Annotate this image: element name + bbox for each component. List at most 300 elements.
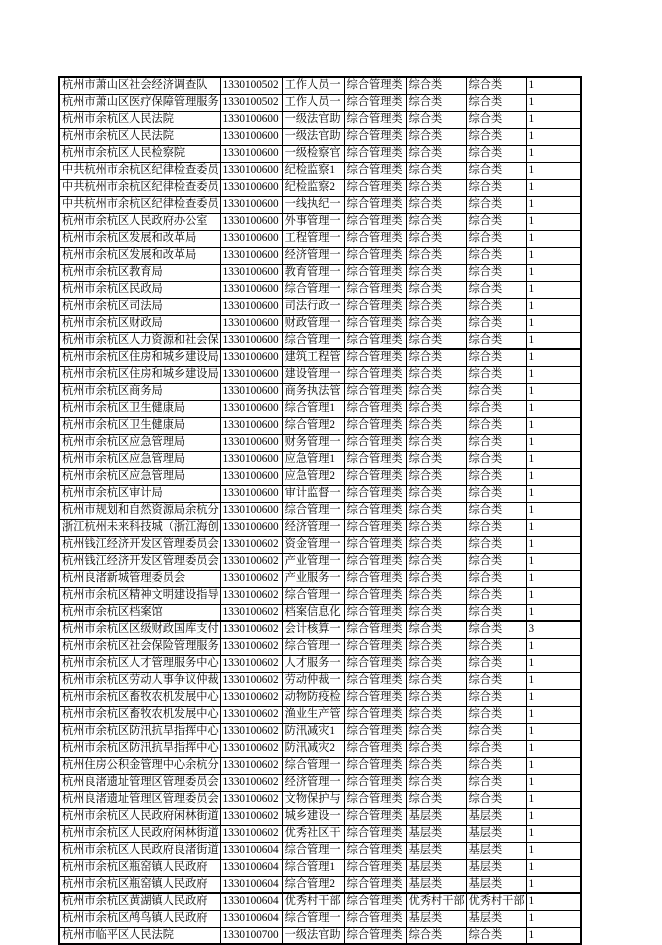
cell-category[interactable]: 综合管理类	[344, 281, 406, 298]
cell-category[interactable]: 综合管理类	[344, 893, 406, 910]
cell-post[interactable]: 综合管理1	[282, 400, 344, 417]
cell-major-type[interactable]: 综合类	[466, 213, 526, 230]
table-row[interactable]	[59, 655, 581, 672]
cell-category[interactable]: 综合管理类	[344, 145, 406, 162]
cell-exam-type[interactable]: 综合类	[406, 604, 466, 621]
cell-major-type[interactable]: 综合类	[466, 638, 526, 655]
cell-exam-type[interactable]: 综合类	[406, 111, 466, 128]
cell-major-type[interactable]: 综合类	[466, 264, 526, 281]
cell-major-type[interactable]: 综合类	[466, 94, 526, 111]
cell-code[interactable]: 1330100602	[220, 757, 282, 774]
cell-code[interactable]: 1330100600	[220, 230, 282, 247]
cell-exam-type[interactable]: 综合类	[406, 740, 466, 757]
cell-code[interactable]: 1330100600	[220, 196, 282, 213]
cell-code[interactable]: 1330100600	[220, 145, 282, 162]
cell-headcount[interactable]: 1	[526, 927, 581, 944]
cell-exam-type[interactable]: 综合类	[406, 145, 466, 162]
cell-headcount[interactable]: 1	[526, 128, 581, 145]
cell-org[interactable]: 杭州市临平区人民法院	[59, 927, 220, 944]
cell-code[interactable]: 1330100600	[220, 128, 282, 145]
cell-org[interactable]: 杭州市余杭区人民检察院	[59, 145, 220, 162]
cell-exam-type[interactable]: 基层类	[406, 808, 466, 825]
table-row[interactable]	[59, 349, 581, 366]
cell-exam-type[interactable]: 综合类	[406, 162, 466, 179]
cell-post[interactable]: 财政管理一	[282, 315, 344, 332]
cell-major-type[interactable]: 综合类	[466, 315, 526, 332]
cell-post[interactable]: 经济管理一	[282, 247, 344, 264]
cell-headcount[interactable]: 1	[526, 315, 581, 332]
cell-post[interactable]: 综合管理2	[282, 876, 344, 893]
table-row[interactable]	[59, 315, 581, 332]
cell-category[interactable]: 综合管理类	[344, 179, 406, 196]
cell-org[interactable]: 中共杭州市余杭区纪律检查委员	[59, 179, 220, 196]
cell-org[interactable]: 杭州市余杭区人力资源和社会保	[59, 332, 220, 349]
cell-category[interactable]: 综合管理类	[344, 485, 406, 502]
cell-major-type[interactable]: 综合类	[466, 485, 526, 502]
cell-category[interactable]: 综合管理类	[344, 706, 406, 723]
cell-org[interactable]: 杭州市余杭区区级财政国库支付	[59, 621, 220, 638]
cell-headcount[interactable]: 1	[526, 383, 581, 400]
cell-exam-type[interactable]: 综合类	[406, 230, 466, 247]
table-row[interactable]	[59, 332, 581, 349]
cell-code[interactable]: 1330100604	[220, 842, 282, 859]
cell-org[interactable]: 杭州市余杭区审计局	[59, 485, 220, 502]
cell-code[interactable]: 1330100600	[220, 264, 282, 281]
cell-post[interactable]: 应急管理1	[282, 451, 344, 468]
cell-major-type[interactable]: 基层类	[466, 910, 526, 927]
cell-category[interactable]: 综合管理类	[344, 332, 406, 349]
cell-post[interactable]: 产业管理一	[282, 553, 344, 570]
table-row[interactable]	[59, 808, 581, 825]
table-row[interactable]	[59, 196, 581, 213]
cell-exam-type[interactable]: 基层类	[406, 825, 466, 842]
cell-headcount[interactable]: 1	[526, 179, 581, 196]
cell-code[interactable]: 1330100602	[220, 536, 282, 553]
cell-org[interactable]: 杭州市余杭区人民政府闲林街道	[59, 808, 220, 825]
cell-category[interactable]: 综合管理类	[344, 468, 406, 485]
cell-headcount[interactable]: 1	[526, 723, 581, 740]
cell-major-type[interactable]: 综合类	[466, 570, 526, 587]
cell-major-type[interactable]: 综合类	[466, 162, 526, 179]
table-row[interactable]	[59, 451, 581, 468]
cell-code[interactable]: 1330100600	[220, 111, 282, 128]
cell-org[interactable]: 杭州市余杭区卫生健康局	[59, 400, 220, 417]
table-row[interactable]	[59, 621, 581, 638]
cell-exam-type[interactable]: 综合类	[406, 315, 466, 332]
table-row[interactable]	[59, 723, 581, 740]
cell-exam-type[interactable]: 综合类	[406, 638, 466, 655]
cell-headcount[interactable]: 1	[526, 774, 581, 791]
cell-post[interactable]: 综合管理一	[282, 281, 344, 298]
cell-category[interactable]: 综合管理类	[344, 230, 406, 247]
cell-exam-type[interactable]: 综合类	[406, 451, 466, 468]
cell-category[interactable]: 综合管理类	[344, 927, 406, 944]
cell-major-type[interactable]: 综合类	[466, 247, 526, 264]
cell-major-type[interactable]: 综合类	[466, 519, 526, 536]
cell-major-type[interactable]: 综合类	[466, 383, 526, 400]
cell-major-type[interactable]: 综合类	[466, 672, 526, 689]
cell-post[interactable]: 建筑工程管	[282, 349, 344, 366]
cell-post[interactable]: 综合管理2	[282, 417, 344, 434]
cell-headcount[interactable]: 1	[526, 825, 581, 842]
cell-category[interactable]: 综合管理类	[344, 247, 406, 264]
cell-major-type[interactable]: 基层类	[466, 825, 526, 842]
table-row[interactable]	[59, 893, 581, 910]
cell-exam-type[interactable]: 综合类	[406, 655, 466, 672]
cell-headcount[interactable]: 3	[526, 621, 581, 638]
cell-exam-type[interactable]: 综合类	[406, 536, 466, 553]
cell-code[interactable]: 1330100600	[220, 383, 282, 400]
cell-headcount[interactable]: 1	[526, 281, 581, 298]
cell-headcount[interactable]: 1	[526, 332, 581, 349]
cell-exam-type[interactable]: 综合类	[406, 468, 466, 485]
cell-post[interactable]: 优秀村干部	[282, 893, 344, 910]
cell-org[interactable]: 杭州市余杭区劳动人事争议仲裁	[59, 672, 220, 689]
cell-exam-type[interactable]: 综合类	[406, 519, 466, 536]
cell-code[interactable]: 1330100600	[220, 162, 282, 179]
cell-exam-type[interactable]: 综合类	[406, 621, 466, 638]
cell-org[interactable]: 杭州市余杭区发展和改革局	[59, 247, 220, 264]
spreadsheet-container[interactable]	[58, 76, 582, 945]
cell-org[interactable]: 杭州市余杭区瓶窑镇人民政府	[59, 859, 220, 876]
cell-category[interactable]: 综合管理类	[344, 264, 406, 281]
cell-exam-type[interactable]: 综合类	[406, 553, 466, 570]
cell-headcount[interactable]: 1	[526, 587, 581, 604]
cell-exam-type[interactable]: 综合类	[406, 485, 466, 502]
cell-headcount[interactable]: 1	[526, 740, 581, 757]
table-row[interactable]	[59, 213, 581, 230]
cell-headcount[interactable]: 1	[526, 791, 581, 808]
table-row[interactable]	[59, 774, 581, 791]
cell-post[interactable]: 工作人员一	[282, 77, 344, 94]
cell-category[interactable]: 综合管理类	[344, 536, 406, 553]
cell-post[interactable]: 优秀社区干	[282, 825, 344, 842]
cell-code[interactable]: 1330100602	[220, 740, 282, 757]
cell-headcount[interactable]: 1	[526, 77, 581, 94]
cell-post[interactable]: 防汛减灾1	[282, 723, 344, 740]
table-row[interactable]	[59, 383, 581, 400]
cell-headcount[interactable]: 1	[526, 366, 581, 383]
cell-post[interactable]: 司法行政一	[282, 298, 344, 315]
cell-post[interactable]: 综合管理一	[282, 587, 344, 604]
cell-org[interactable]: 杭州市余杭区人民政府办公室	[59, 213, 220, 230]
cell-major-type[interactable]: 综合类	[466, 400, 526, 417]
cell-org[interactable]: 杭州市余杭区黄湖镇人民政府	[59, 893, 220, 910]
cell-major-type[interactable]: 综合类	[466, 655, 526, 672]
cell-major-type[interactable]: 综合类	[466, 536, 526, 553]
table-row[interactable]	[59, 706, 581, 723]
cell-post[interactable]: 劳动仲裁一	[282, 672, 344, 689]
cell-headcount[interactable]: 1	[526, 247, 581, 264]
cell-major-type[interactable]: 综合类	[466, 791, 526, 808]
cell-org[interactable]: 杭州市余杭区司法局	[59, 298, 220, 315]
cell-exam-type[interactable]: 综合类	[406, 281, 466, 298]
cell-exam-type[interactable]: 基层类	[406, 910, 466, 927]
cell-headcount[interactable]: 1	[526, 519, 581, 536]
cell-category[interactable]: 综合管理类	[344, 383, 406, 400]
cell-post[interactable]: 人才服务一	[282, 655, 344, 672]
cell-code[interactable]: 1330100602	[220, 604, 282, 621]
cell-code[interactable]: 1330100602	[220, 553, 282, 570]
cell-headcount[interactable]: 1	[526, 111, 581, 128]
cell-org[interactable]: 杭州市余杭区人民政府良渚街道	[59, 842, 220, 859]
cell-post[interactable]: 城乡建设一	[282, 808, 344, 825]
cell-post[interactable]: 综合管理一	[282, 757, 344, 774]
cell-post[interactable]: 一线执纪一	[282, 196, 344, 213]
table-row[interactable]	[59, 366, 581, 383]
cell-category[interactable]: 综合管理类	[344, 740, 406, 757]
cell-exam-type[interactable]: 综合类	[406, 298, 466, 315]
cell-category[interactable]: 综合管理类	[344, 162, 406, 179]
cell-headcount[interactable]: 1	[526, 553, 581, 570]
cell-exam-type[interactable]: 基层类	[406, 876, 466, 893]
cell-exam-type[interactable]: 基层类	[406, 842, 466, 859]
cell-category[interactable]: 综合管理类	[344, 94, 406, 111]
cell-post[interactable]: 建设管理一	[282, 366, 344, 383]
cell-post[interactable]: 会计核算一	[282, 621, 344, 638]
cell-post[interactable]: 一级法官助	[282, 111, 344, 128]
cell-code[interactable]: 1330100600	[220, 179, 282, 196]
cell-headcount[interactable]: 1	[526, 400, 581, 417]
cell-category[interactable]: 综合管理类	[344, 213, 406, 230]
cell-category[interactable]: 综合管理类	[344, 638, 406, 655]
cell-category[interactable]: 综合管理类	[344, 366, 406, 383]
cell-category[interactable]: 综合管理类	[344, 400, 406, 417]
cell-exam-type[interactable]: 综合类	[406, 366, 466, 383]
cell-exam-type[interactable]: 综合类	[406, 349, 466, 366]
cell-org[interactable]: 杭州市余杭区社会保险管理服务	[59, 638, 220, 655]
cell-post[interactable]: 综合管理一	[282, 910, 344, 927]
cell-major-type[interactable]: 基层类	[466, 842, 526, 859]
cell-category[interactable]: 综合管理类	[344, 604, 406, 621]
cell-major-type[interactable]: 基层类	[466, 808, 526, 825]
cell-code[interactable]: 1330100600	[220, 502, 282, 519]
cell-exam-type[interactable]: 综合类	[406, 128, 466, 145]
cell-org[interactable]: 杭州市余杭区鸬鸟镇人民政府	[59, 910, 220, 927]
cell-code[interactable]: 1330100502	[220, 77, 282, 94]
cell-exam-type[interactable]: 综合类	[406, 672, 466, 689]
cell-post[interactable]: 一级法官助	[282, 128, 344, 145]
cell-org[interactable]: 杭州市余杭区防汛抗旱指挥中心	[59, 740, 220, 757]
cell-category[interactable]: 综合管理类	[344, 587, 406, 604]
cell-major-type[interactable]: 综合类	[466, 128, 526, 145]
cell-org[interactable]: 杭州良渚新城管理委员会	[59, 570, 220, 587]
table-row[interactable]	[59, 604, 581, 621]
cell-major-type[interactable]: 综合类	[466, 553, 526, 570]
cell-post[interactable]: 经济管理一	[282, 519, 344, 536]
cell-headcount[interactable]: 1	[526, 910, 581, 927]
cell-major-type[interactable]: 基层类	[466, 859, 526, 876]
cell-major-type[interactable]: 综合类	[466, 145, 526, 162]
cell-exam-type[interactable]: 综合类	[406, 179, 466, 196]
cell-major-type[interactable]: 综合类	[466, 757, 526, 774]
cell-major-type[interactable]: 综合类	[466, 468, 526, 485]
cell-code[interactable]: 1330100600	[220, 332, 282, 349]
cell-category[interactable]: 综合管理类	[344, 298, 406, 315]
cell-exam-type[interactable]: 综合类	[406, 689, 466, 706]
cell-code[interactable]: 1330100602	[220, 706, 282, 723]
cell-exam-type[interactable]: 综合类	[406, 757, 466, 774]
cell-post[interactable]: 工程管理一	[282, 230, 344, 247]
cell-headcount[interactable]: 1	[526, 893, 581, 910]
cell-category[interactable]: 综合管理类	[344, 434, 406, 451]
cell-code[interactable]: 1330100700	[220, 927, 282, 944]
cell-headcount[interactable]: 1	[526, 706, 581, 723]
cell-headcount[interactable]: 1	[526, 808, 581, 825]
cell-post[interactable]: 产业服务一	[282, 570, 344, 587]
cell-org[interactable]: 杭州市余杭区住房和城乡建设局	[59, 366, 220, 383]
cell-post[interactable]: 审计监督一	[282, 485, 344, 502]
table-row[interactable]	[59, 570, 581, 587]
cell-code[interactable]: 1330100602	[220, 791, 282, 808]
table-row[interactable]	[59, 434, 581, 451]
cell-category[interactable]: 综合管理类	[344, 128, 406, 145]
cell-headcount[interactable]: 1	[526, 451, 581, 468]
cell-code[interactable]: 1330100600	[220, 315, 282, 332]
cell-code[interactable]: 1330100602	[220, 587, 282, 604]
cell-org[interactable]: 杭州市萧山区社会经济调查队	[59, 77, 220, 94]
table-row[interactable]	[59, 740, 581, 757]
cell-post[interactable]: 综合管理一	[282, 638, 344, 655]
cell-category[interactable]: 综合管理类	[344, 553, 406, 570]
table-row[interactable]	[59, 417, 581, 434]
cell-post[interactable]: 财务管理一	[282, 434, 344, 451]
cell-category[interactable]: 综合管理类	[344, 502, 406, 519]
cell-category[interactable]: 综合管理类	[344, 859, 406, 876]
table-row[interactable]	[59, 876, 581, 893]
cell-exam-type[interactable]: 综合类	[406, 587, 466, 604]
cell-org[interactable]: 杭州市余杭区应急管理局	[59, 468, 220, 485]
cell-exam-type[interactable]: 综合类	[406, 77, 466, 94]
cell-category[interactable]: 综合管理类	[344, 315, 406, 332]
cell-headcount[interactable]: 1	[526, 502, 581, 519]
table-row[interactable]	[59, 162, 581, 179]
cell-code[interactable]: 1330100600	[220, 298, 282, 315]
cell-category[interactable]: 综合管理类	[344, 825, 406, 842]
cell-headcount[interactable]: 1	[526, 196, 581, 213]
cell-major-type[interactable]: 综合类	[466, 281, 526, 298]
cell-post[interactable]: 综合管理一	[282, 842, 344, 859]
cell-exam-type[interactable]: 综合类	[406, 502, 466, 519]
cell-code[interactable]: 1330100600	[220, 417, 282, 434]
cell-code[interactable]: 1330100602	[220, 723, 282, 740]
cell-post[interactable]: 教育管理一	[282, 264, 344, 281]
cell-major-type[interactable]: 综合类	[466, 77, 526, 94]
cell-code[interactable]: 1330100600	[220, 468, 282, 485]
cell-code[interactable]: 1330100604	[220, 859, 282, 876]
cell-post[interactable]: 应急管理2	[282, 468, 344, 485]
cell-exam-type[interactable]: 综合类	[406, 706, 466, 723]
cell-headcount[interactable]: 1	[526, 876, 581, 893]
cell-post[interactable]: 工作人员一	[282, 94, 344, 111]
table-row[interactable]	[59, 536, 581, 553]
cell-major-type[interactable]: 综合类	[466, 587, 526, 604]
cell-code[interactable]: 1330100602	[220, 689, 282, 706]
cell-code[interactable]: 1330100600	[220, 485, 282, 502]
cell-post[interactable]: 渔业生产管	[282, 706, 344, 723]
cell-major-type[interactable]: 综合类	[466, 502, 526, 519]
cell-category[interactable]: 综合管理类	[344, 842, 406, 859]
table-row[interactable]	[59, 400, 581, 417]
cell-post[interactable]: 一级检察官	[282, 145, 344, 162]
cell-org[interactable]: 中共杭州市余杭区纪律检查委员	[59, 196, 220, 213]
cell-post[interactable]: 纪检监察2	[282, 179, 344, 196]
cell-post[interactable]: 综合管理一	[282, 332, 344, 349]
cell-org[interactable]: 杭州市余杭区民政局	[59, 281, 220, 298]
table-row[interactable]	[59, 842, 581, 859]
table-row[interactable]	[59, 145, 581, 162]
recruitment-table[interactable]	[58, 76, 582, 945]
cell-org[interactable]: 杭州市余杭区教育局	[59, 264, 220, 281]
cell-code[interactable]: 1330100602	[220, 655, 282, 672]
cell-org[interactable]: 杭州市余杭区人才管理服务中心	[59, 655, 220, 672]
cell-headcount[interactable]: 1	[526, 689, 581, 706]
cell-major-type[interactable]: 综合类	[466, 451, 526, 468]
cell-org[interactable]: 杭州市余杭区瓶窑镇人民政府	[59, 876, 220, 893]
cell-code[interactable]: 1330100602	[220, 638, 282, 655]
cell-org[interactable]: 杭州市余杭区精神文明建设指导	[59, 587, 220, 604]
cell-org[interactable]: 杭州市余杭区发展和改革局	[59, 230, 220, 247]
cell-code[interactable]: 1330100600	[220, 213, 282, 230]
cell-code[interactable]: 1330100600	[220, 247, 282, 264]
cell-post[interactable]: 商务执法管	[282, 383, 344, 400]
cell-headcount[interactable]: 1	[526, 570, 581, 587]
cell-org[interactable]: 杭州市规划和自然资源局余杭分	[59, 502, 220, 519]
table-row[interactable]	[59, 247, 581, 264]
cell-headcount[interactable]: 1	[526, 468, 581, 485]
cell-exam-type[interactable]: 综合类	[406, 723, 466, 740]
cell-major-type[interactable]: 优秀村干部	[466, 893, 526, 910]
cell-code[interactable]: 1330100600	[220, 434, 282, 451]
cell-code[interactable]: 1330100600	[220, 349, 282, 366]
cell-headcount[interactable]: 1	[526, 162, 581, 179]
table-row[interactable]	[59, 519, 581, 536]
table-row[interactable]	[59, 502, 581, 519]
cell-exam-type[interactable]: 基层类	[406, 859, 466, 876]
cell-org[interactable]: 杭州市余杭区人民法院	[59, 128, 220, 145]
cell-code[interactable]: 1330100602	[220, 570, 282, 587]
cell-category[interactable]: 综合管理类	[344, 655, 406, 672]
cell-code[interactable]: 1330100604	[220, 876, 282, 893]
cell-post[interactable]: 档案信息化	[282, 604, 344, 621]
table-row[interactable]	[59, 128, 581, 145]
cell-category[interactable]: 综合管理类	[344, 77, 406, 94]
cell-category[interactable]: 综合管理类	[344, 570, 406, 587]
cell-org[interactable]: 杭州市萧山区医疗保障管理服务	[59, 94, 220, 111]
cell-code[interactable]: 1330100604	[220, 910, 282, 927]
cell-org[interactable]: 杭州钱江经济开发区管理委员会	[59, 536, 220, 553]
cell-headcount[interactable]: 1	[526, 213, 581, 230]
cell-major-type[interactable]: 综合类	[466, 774, 526, 791]
cell-headcount[interactable]: 1	[526, 230, 581, 247]
cell-category[interactable]: 综合管理类	[344, 417, 406, 434]
cell-post[interactable]: 综合管理1	[282, 859, 344, 876]
cell-major-type[interactable]: 综合类	[466, 740, 526, 757]
cell-org[interactable]: 杭州市余杭区应急管理局	[59, 451, 220, 468]
cell-code[interactable]: 1330100602	[220, 808, 282, 825]
cell-headcount[interactable]: 1	[526, 536, 581, 553]
cell-major-type[interactable]: 综合类	[466, 689, 526, 706]
cell-headcount[interactable]: 1	[526, 264, 581, 281]
cell-major-type[interactable]: 综合类	[466, 621, 526, 638]
cell-code[interactable]: 1330100602	[220, 621, 282, 638]
cell-exam-type[interactable]: 综合类	[406, 570, 466, 587]
cell-headcount[interactable]: 1	[526, 655, 581, 672]
cell-exam-type[interactable]: 综合类	[406, 774, 466, 791]
cell-org[interactable]: 杭州市余杭区财政局	[59, 315, 220, 332]
table-row[interactable]	[59, 689, 581, 706]
cell-org[interactable]: 杭州住房公积金管理中心余杭分	[59, 757, 220, 774]
